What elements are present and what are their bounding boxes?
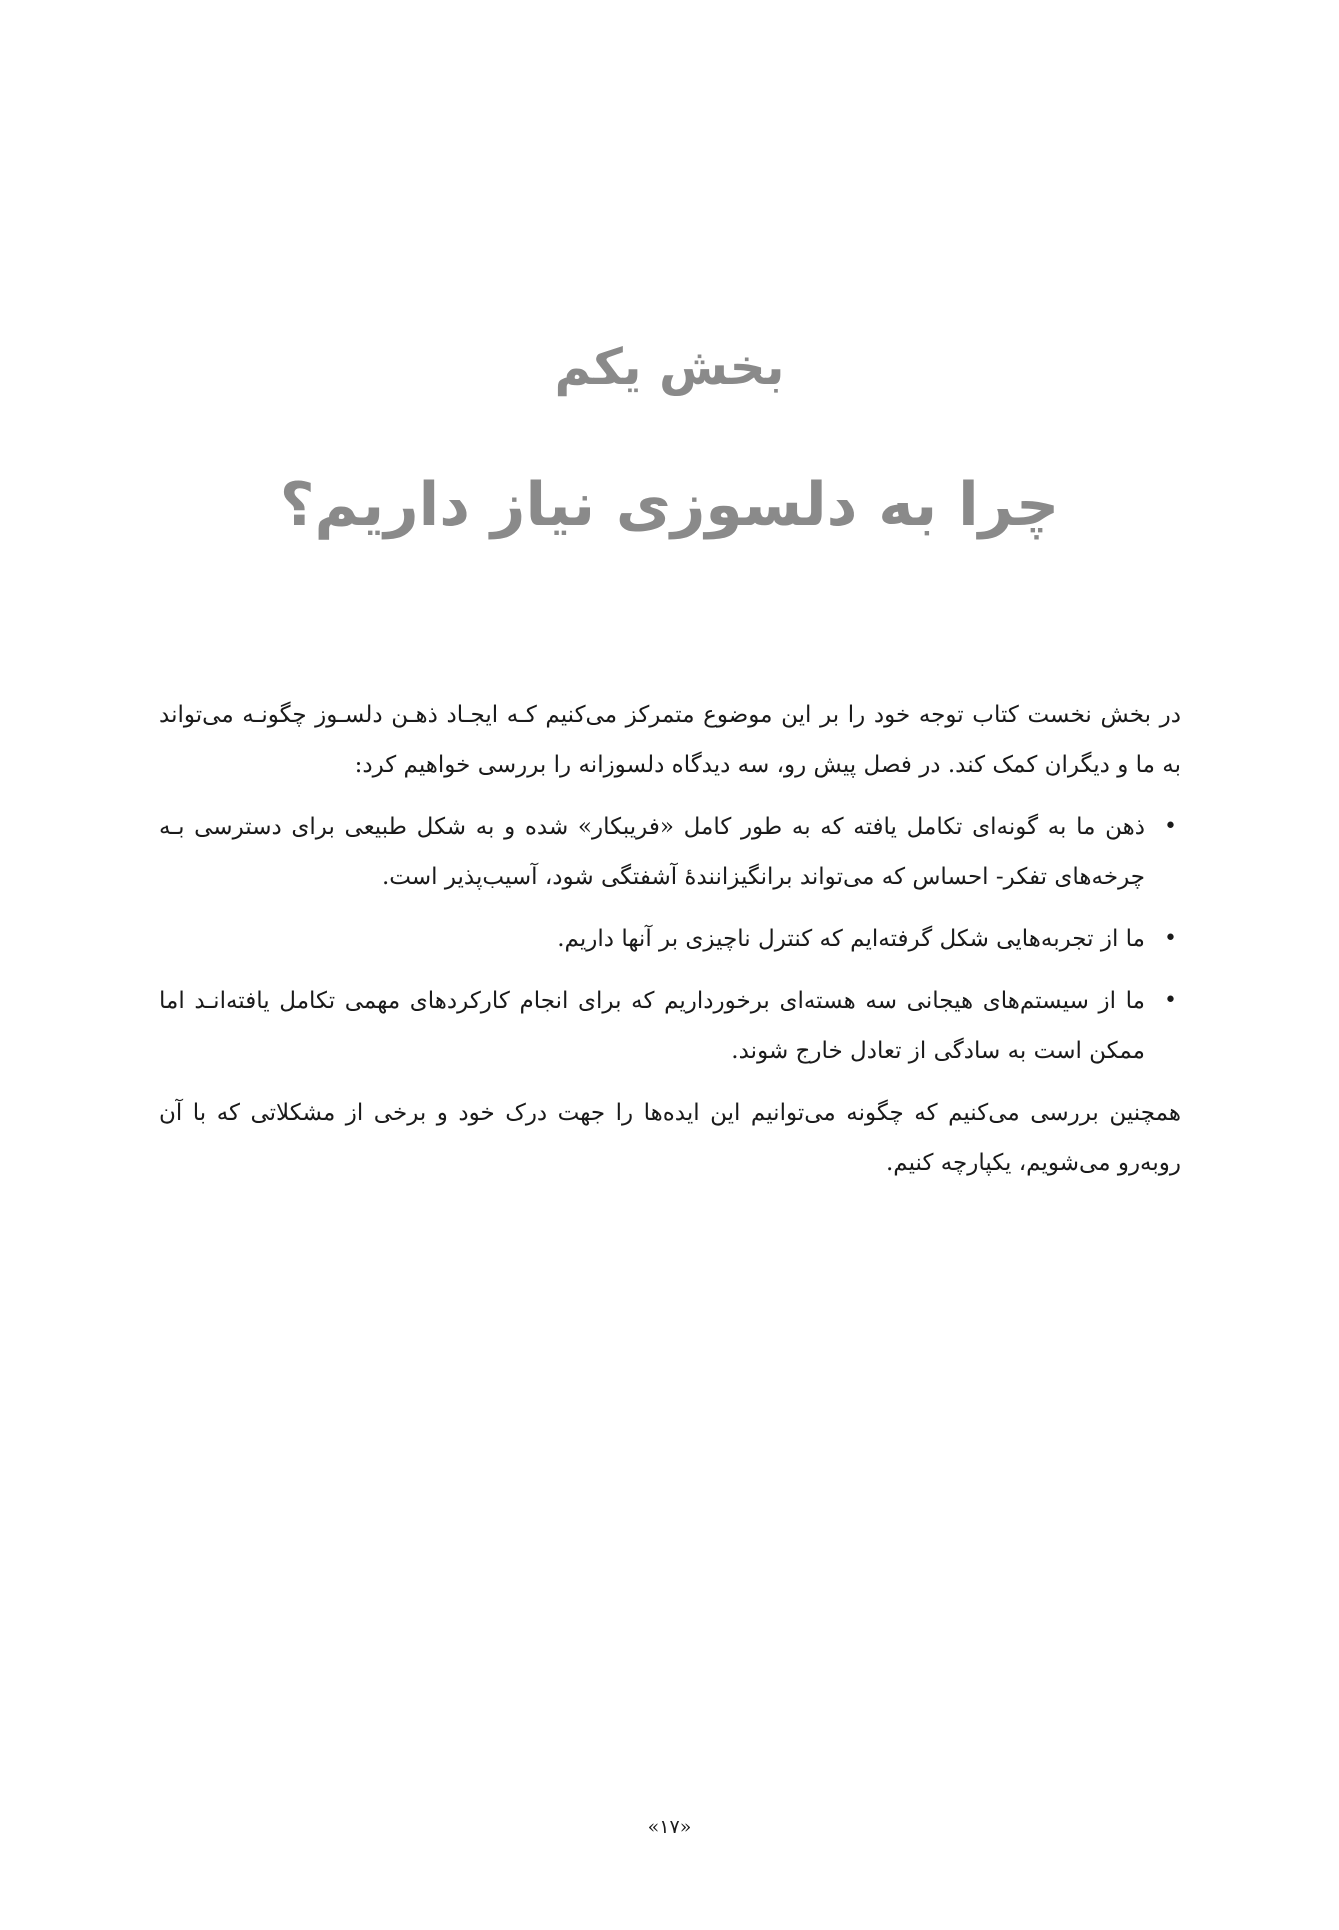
bullet-item [159, 802, 1181, 902]
bullet-icon: • [1164, 988, 1177, 1013]
closing-paragraph: همچنین بررسی می‌کنیم که چگونه می‌توانیم این ایده‌ها را جهت درک خود و برخی از مشکلاتی که با آن روبه‌رو می‌شویم، یکپارچه کنیم. [159, 1100, 1181, 1176]
bullet-list [159, 802, 1181, 1076]
part-label: بخش یکم [554, 338, 785, 396]
bullet-icon: • [1164, 814, 1177, 839]
intro-paragraph: در بخش نخست کتاب توجه خود را بر این موضوع متمرکز می‌کنیم کـه ایجـاد ذهـن دلسـوز چگونـه می‌تواند به ما و دیگران کمک کند. در فصل پیش رو، سه دیدگاه دلسوزانه را بررسی خواهیم کرد: [159, 702, 1181, 778]
page-number: «۱۷» [647, 1816, 692, 1838]
part-title: چرا به دلسوزی نیاز داریم؟ [279, 470, 1060, 540]
bullet-text: ما از تجربه‌هایی شکل گرفته‌ایم که کنترل ناچیزی بر آنها داریم. [557, 926, 1145, 952]
bullet-text: ما از سیستم‌های هیجانی سه هسته‌ای برخورداریم که برای انجام کارکردهای مهمی تکامل یافته‌انـد اما ممکن است به سادگی از تعادل خارج شوند. [159, 988, 1146, 1064]
bullet-item [159, 976, 1181, 1076]
body-text [159, 690, 1181, 1200]
bullet-icon: • [1164, 926, 1177, 951]
bullet-item [159, 914, 1181, 964]
bullet-text: ذهن ما به گونه‌ای تکامل یافته که به طور کامل «فریبکار» شده و به شکل طبیعی برای دسترسی بـه چرخه‌های تفکر- احساس که می‌تواند برانگیزانندۀ آشفتگی شود، آسیب‌پذیر است. [159, 814, 1145, 890]
